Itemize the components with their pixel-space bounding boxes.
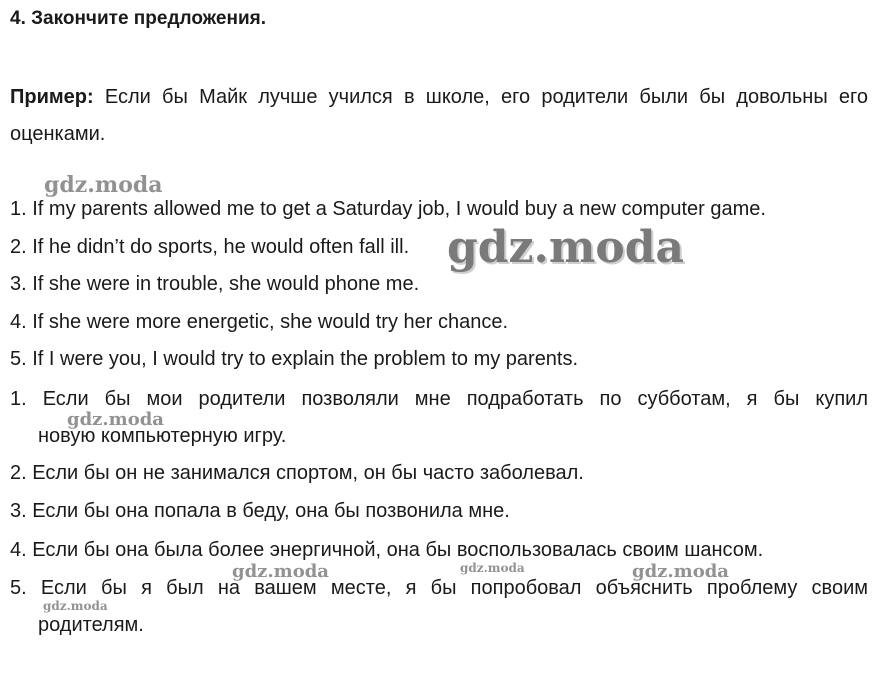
- answer-ru-3: 3. Если бы она попала в беду, она бы позвонила мне.: [10, 500, 510, 522]
- watermark: gdz.moda: [460, 561, 525, 575]
- example-paragraph: [10, 79, 868, 153]
- answer-ru-2: 2. Если бы он не занимался спортом, он бы часто заболевал.: [10, 462, 584, 484]
- answer-en-3: 3. If she were in trouble, she would phone me.: [10, 273, 420, 295]
- example-text: Если бы Майк лучше учился в школе, его родители были бы довольны его оценками.: [10, 86, 868, 145]
- answer-en-2: 2. If he didn’t do sports, he would often fall ill.: [10, 236, 410, 258]
- answer-ru-1-line1: 1. Если бы мои родители позволяли мне подработать по субботам, я бы купил: [10, 388, 868, 410]
- watermark: gdz.moda: [232, 561, 329, 582]
- answer-en-1: 1. If my parents allowed me to get a Saturday job, I would buy a new computer game.: [10, 198, 766, 220]
- answer-en-4: 4. If she were more energetic, she would try her chance.: [10, 311, 509, 333]
- example-label: Пример:: [10, 86, 94, 108]
- exercise-heading: 4. Закончите предложения.: [10, 8, 266, 29]
- watermark-large: gdz.moda: [447, 222, 685, 273]
- answer-ru-4: 4. Если бы она была более энергичной, она бы воспользовалась своим шансом.: [10, 539, 764, 561]
- watermark: gdz.moda: [44, 172, 163, 198]
- answer-ru-5-line1: 5. Если бы я был на вашем месте, я бы попробовал объяснить проблему своим: [10, 577, 868, 599]
- watermark: gdz.moda: [67, 409, 164, 430]
- answer-ru-5-line2: родителям.: [38, 614, 144, 636]
- watermark: gdz.moda: [632, 561, 729, 582]
- watermark: gdz.moda: [43, 599, 108, 613]
- answer-ru-5: [10, 570, 868, 644]
- answer-en-5: 5. If I were you, I would try to explain the problem to my parents.: [10, 348, 579, 370]
- answer-ru-1-line2: новую компьютерную игру.: [38, 425, 287, 447]
